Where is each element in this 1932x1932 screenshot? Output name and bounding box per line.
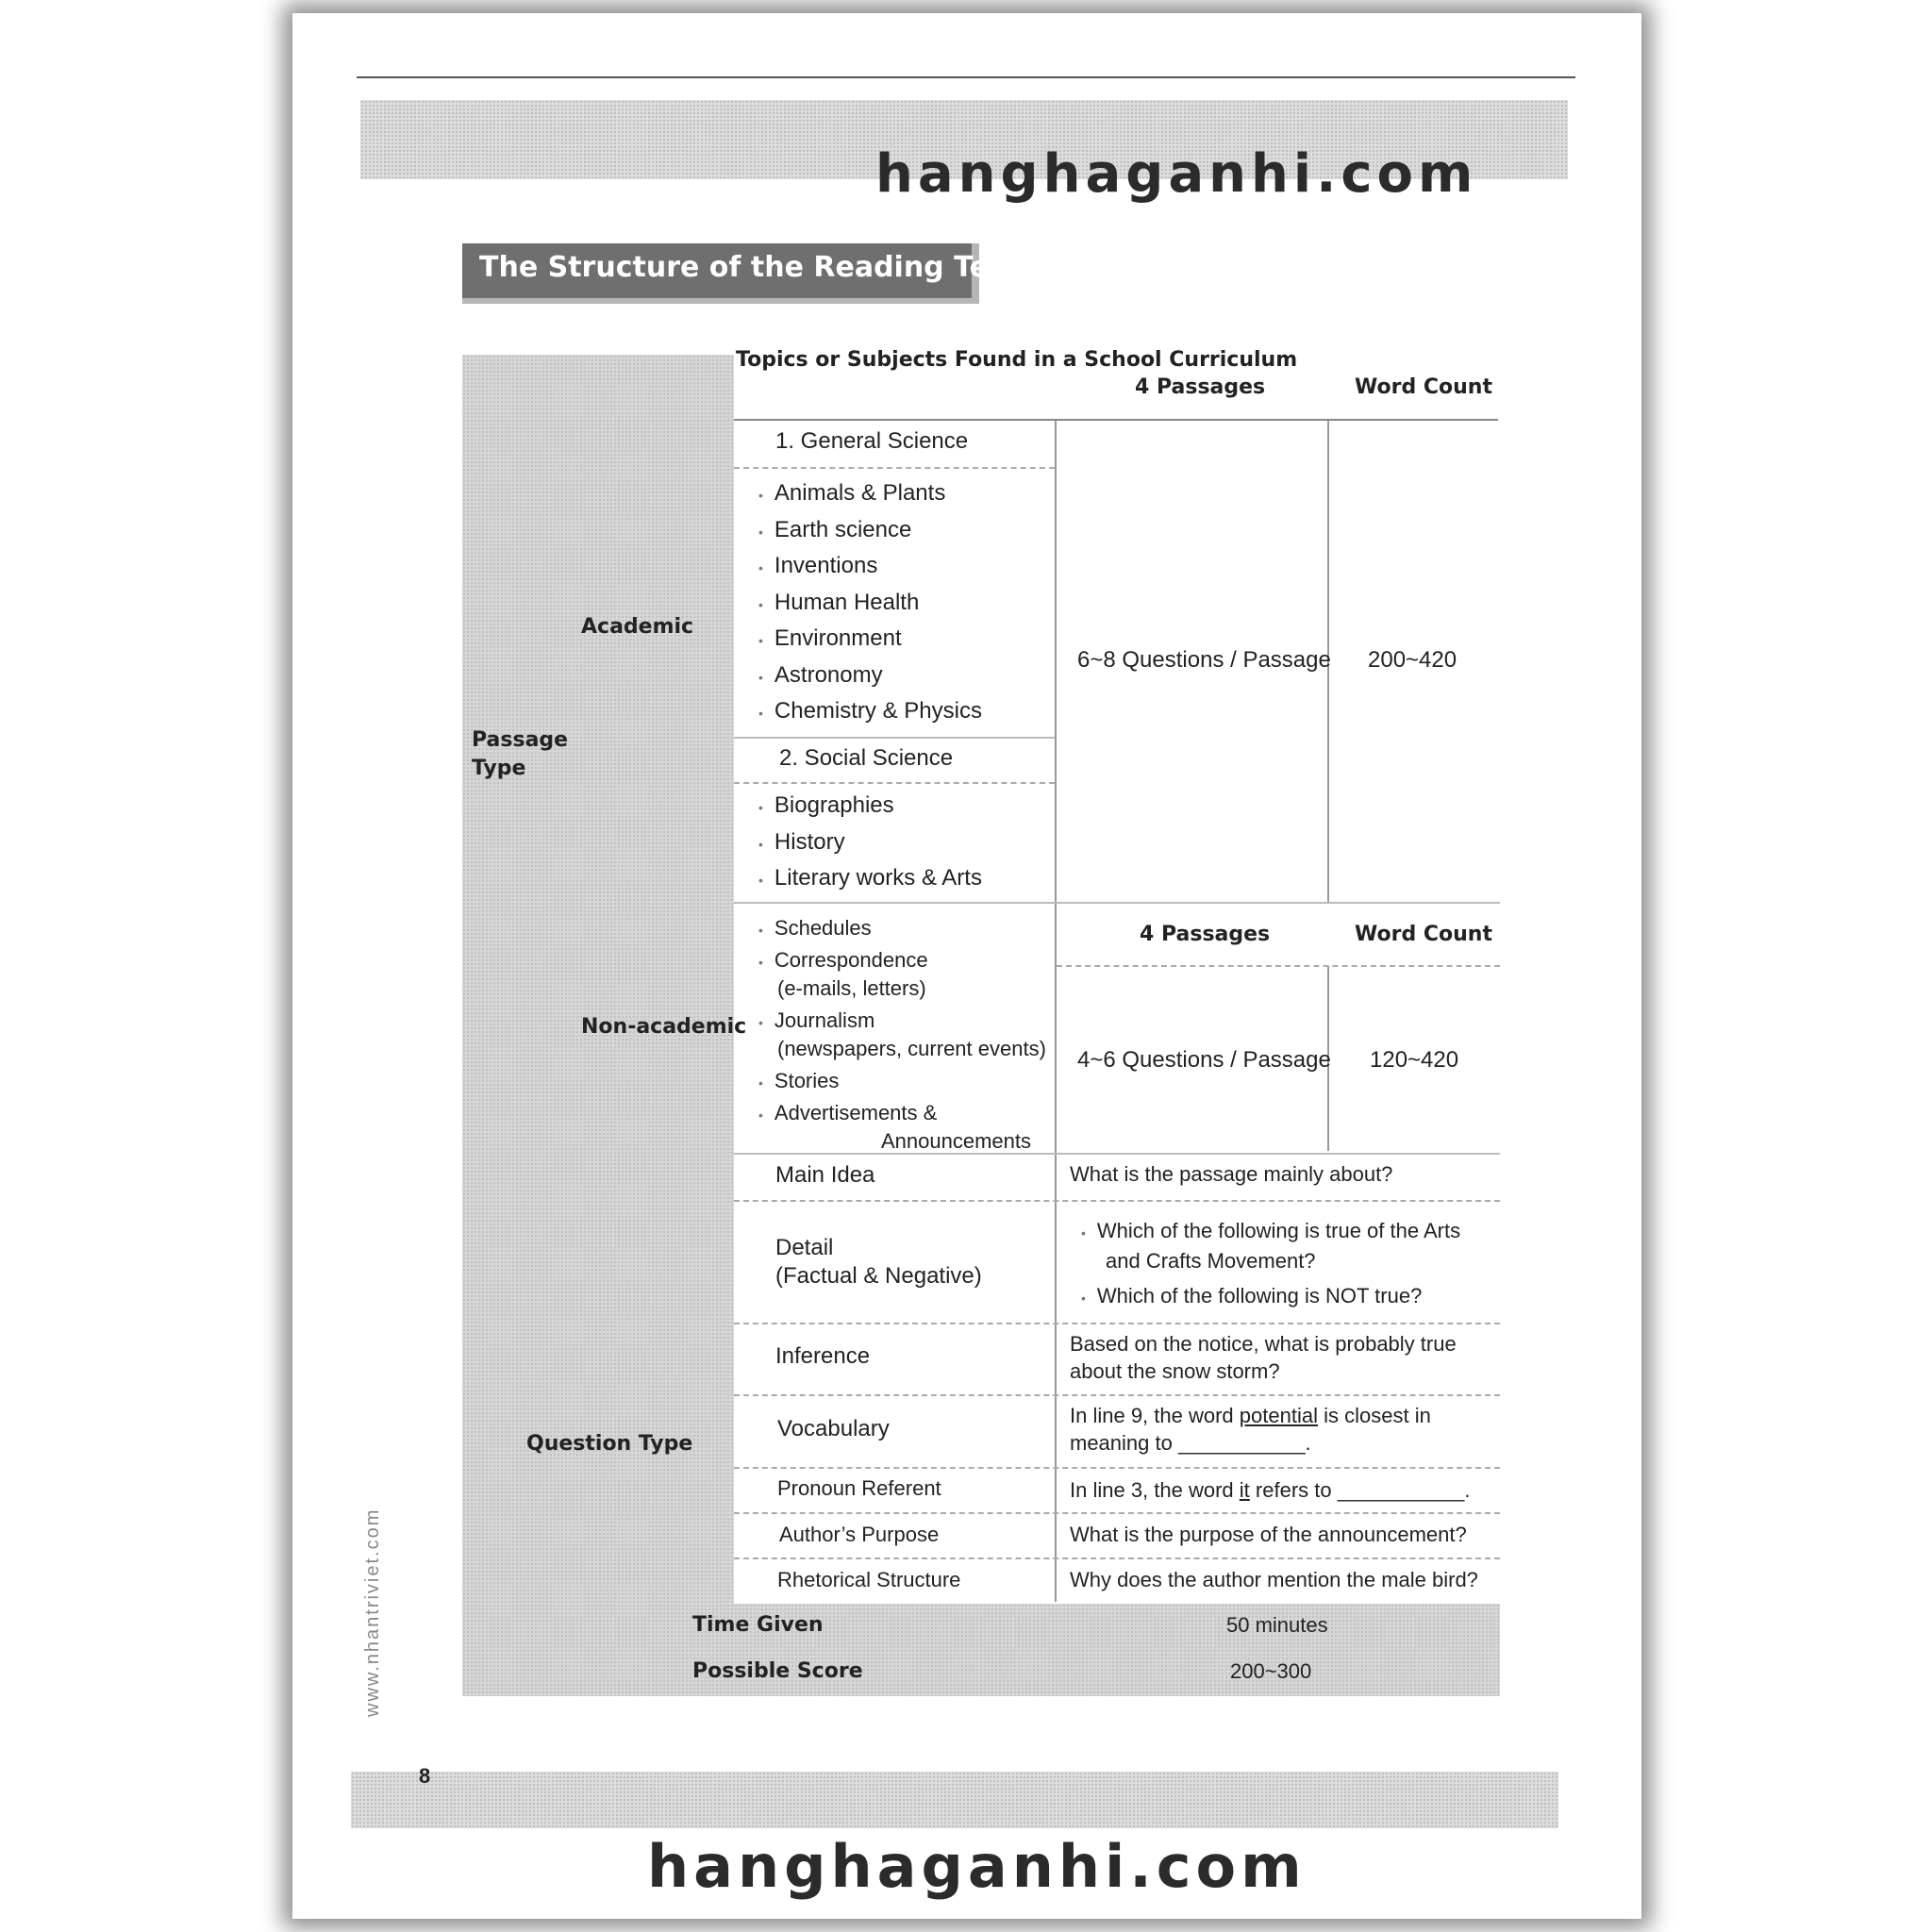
watermark-top: hanghaganhi.com [875, 143, 1478, 205]
list-item: • Stories [758, 1069, 840, 1092]
col-divider-1 [1055, 421, 1057, 1602]
label-passage-type: Passage Type [472, 728, 569, 780]
general-science-list [758, 479, 982, 734]
row-divider [1057, 965, 1500, 967]
list-item: • Literary works & Arts [758, 865, 982, 891]
watermark-bottom: hanghaganhi.com [647, 1832, 1307, 1901]
qexample-vocabulary: In line 9, the word potential is closest in meaning to ___________. [1070, 1404, 1431, 1455]
list-item: • Earth science [758, 516, 912, 542]
list-item: • Inventions [758, 553, 878, 578]
row-divider [734, 1512, 1500, 1514]
row-divider [734, 737, 1055, 739]
header-rule [734, 419, 1498, 421]
section-title-box [462, 243, 1020, 304]
label-question-type: Question Type [526, 1432, 693, 1456]
row-divider [734, 1467, 1500, 1469]
list-item: • Schedules [758, 916, 872, 940]
qexample-main-idea: What is the passage mainly about? [1070, 1162, 1393, 1186]
qexample-inference: Based on the notice, what is probably true about the snow storm? [1070, 1332, 1457, 1383]
section-divider [734, 902, 1500, 904]
list-item: • Human Health [758, 589, 920, 615]
footer-band [351, 1772, 1558, 1828]
label-academic: Academic [581, 615, 694, 639]
side-url: www.nhantriviet.com [362, 1507, 383, 1717]
list-item: • Correspondence [758, 948, 928, 972]
qtype-inference: Inference [775, 1343, 871, 1369]
qtype-main-idea: Main Idea [775, 1162, 875, 1188]
label-possible-score: Possible Score [692, 1659, 863, 1683]
section-divider [734, 1153, 1500, 1155]
qexample-authors-purpose: What is the purpose of the announcement? [1070, 1523, 1467, 1546]
non-academic-questions: 4~6 Questions / Passage [1077, 1047, 1331, 1073]
social-science-heading: 2. Social Science [779, 745, 954, 771]
non-academic-passages-header: 4 Passages [1140, 923, 1271, 946]
qtype-detail: Detail (Factual & Negative) [775, 1235, 982, 1289]
list-item: • Chemistry & Physics [758, 698, 982, 724]
list-item: • Advertisements & [758, 1101, 938, 1124]
label-non-academic: Non-academic [581, 1015, 747, 1039]
list-item: • Journalism [758, 1008, 875, 1032]
qtype-vocabulary: Vocabulary [777, 1416, 890, 1441]
summary-band [462, 1604, 1500, 1696]
qexample-pronoun-referent: In line 3, the word it refers to ___________. [1070, 1478, 1471, 1502]
list-item: • Animals & Plants [758, 480, 946, 506]
row-divider [734, 1323, 1500, 1324]
value-possible-score: 200~300 [1230, 1659, 1312, 1683]
row-divider [734, 1394, 1500, 1396]
qtype-authors-purpose: Author’s Purpose [779, 1523, 940, 1546]
qexample-detail: • Which of the following is true of the Arts and Crafts Movement? • Which of the following is NOT true? [1081, 1219, 1461, 1307]
social-science-list [758, 792, 982, 902]
list-item-sub: Announcements [881, 1129, 1031, 1153]
top-rule [357, 76, 1575, 78]
academic-word-count: 200~420 [1368, 647, 1457, 673]
row-divider [734, 467, 1055, 469]
list-item: • Biographies [758, 792, 894, 818]
category-column [462, 355, 734, 1604]
header-topics: Topics or Subjects Found in a School Curriculum [736, 348, 1298, 372]
qexample-rhetorical-structure: Why does the author mention the male bird? [1070, 1568, 1478, 1591]
page-number: 8 [419, 1764, 431, 1788]
list-item: • Environment [758, 625, 902, 651]
non-academic-word-count: 120~420 [1370, 1047, 1459, 1073]
qtype-pronoun-referent: Pronoun Referent [777, 1476, 941, 1500]
label-time-given: Time Given [692, 1613, 824, 1637]
row-divider [734, 1200, 1500, 1202]
list-item: • History [758, 828, 845, 855]
non-academic-list [758, 915, 1046, 1154]
header-word-count: Word Count [1355, 375, 1492, 399]
value-time-given: 50 minutes [1226, 1613, 1328, 1637]
qtype-rhetorical-structure: Rhetorical Structure [777, 1568, 961, 1591]
row-divider [734, 782, 1055, 784]
document-page [292, 13, 1641, 1919]
general-science-heading: 1. General Science [775, 428, 969, 454]
header-passages: 4 Passages [1135, 375, 1266, 399]
section-title: The Structure of the Reading Test [479, 251, 1020, 284]
non-academic-word-count-header: Word Count [1355, 923, 1492, 946]
list-item-sub: (e-mails, letters) [777, 976, 926, 1000]
row-divider [734, 1557, 1500, 1559]
list-item-sub: (newspapers, current events) [777, 1037, 1046, 1060]
academic-questions: 6~8 Questions / Passage [1077, 647, 1331, 673]
list-item: • Astronomy [758, 661, 883, 688]
